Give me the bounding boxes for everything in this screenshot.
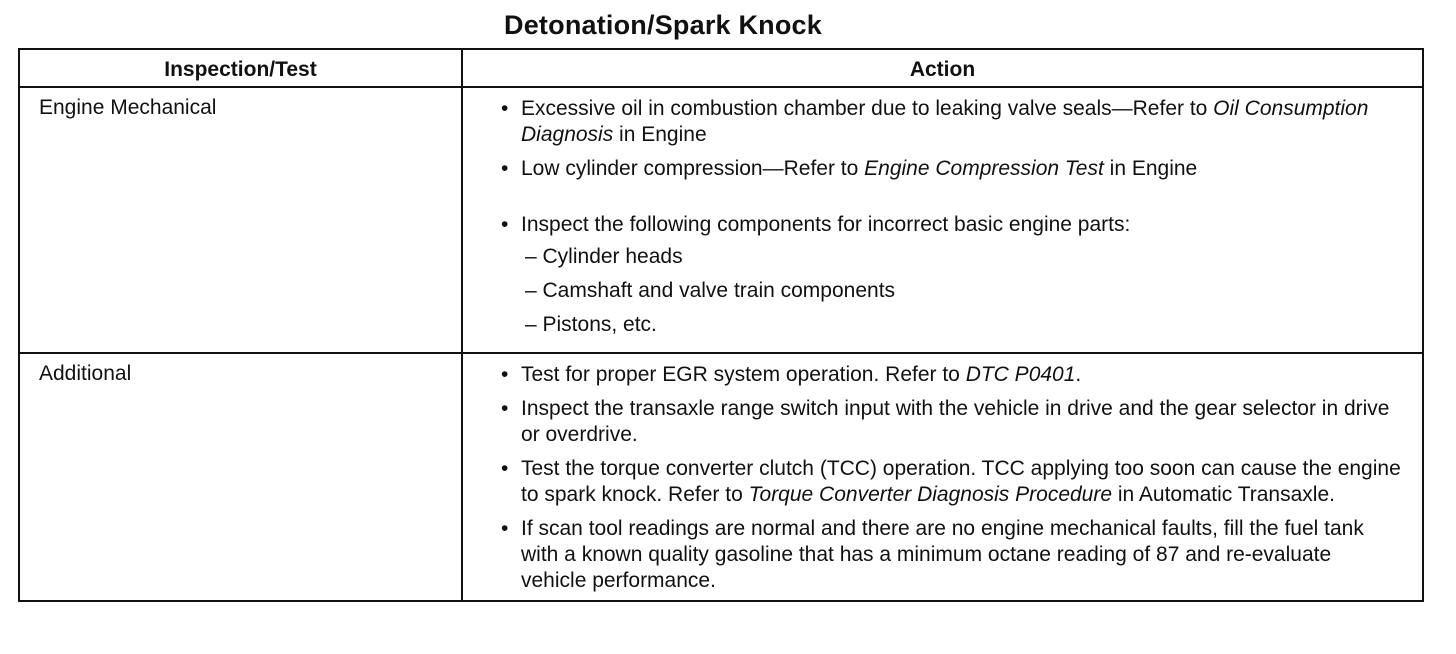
column-header-action: Action — [462, 49, 1423, 87]
bullet-icon: • — [501, 517, 509, 540]
bullet-icon: • — [501, 157, 509, 180]
action-list — [463, 96, 1402, 338]
page-title: Detonation/Spark Knock — [504, 10, 822, 40]
action-item — [463, 96, 1402, 148]
inspection-cell: Additional — [19, 353, 462, 601]
bullet-icon: • — [501, 97, 509, 120]
action-item — [463, 456, 1402, 508]
action-text: Inspect the following components for incorrect basic engine parts: — [521, 213, 1131, 236]
reference-text: DTC P0401 — [965, 363, 1076, 386]
action-text-suffix: in Engine — [613, 123, 707, 146]
action-cell — [462, 87, 1423, 353]
action-cell — [462, 353, 1423, 601]
action-item — [463, 362, 1402, 388]
column-header-inspection: Inspection/Test — [19, 49, 462, 87]
reference-text: Torque Converter Diagnosis Procedure — [748, 483, 1113, 506]
action-item — [463, 396, 1402, 448]
action-item — [463, 212, 1402, 338]
component-item: – Cylinder heads — [525, 245, 683, 268]
diagnosis-table — [18, 48, 1424, 602]
action-text: Inspect the transaxle range switch input with the vehicle in drive and the gear selector in drive or overdrive. — [521, 397, 1390, 446]
action-item — [463, 516, 1402, 594]
inspection-cell: Engine Mechanical — [19, 87, 462, 353]
action-item — [463, 156, 1402, 182]
action-text: Low cylinder compression—Refer to — [521, 157, 865, 180]
action-text-suffix: in Automatic Transaxle. — [1112, 483, 1335, 506]
action-text-suffix: in Engine — [1103, 157, 1198, 180]
component-item: – Pistons, etc. — [525, 313, 657, 336]
bullet-icon: • — [501, 213, 509, 236]
action-list — [463, 362, 1402, 594]
action-text-suffix: . — [1075, 363, 1082, 386]
action-text: Excessive oil in combustion chamber due to leaking valve seals—Refer to — [521, 97, 1214, 120]
component-list — [521, 244, 1402, 338]
bullet-icon: • — [501, 397, 509, 420]
bullet-icon: • — [501, 363, 509, 386]
table-row — [19, 353, 1423, 601]
reference-text: Engine Compression Test — [864, 157, 1104, 180]
action-text: If scan tool readings are normal and there are no engine mechanical faults, fill the fuel tank with a known quality gasoline that has a minimum octane reading of 87 and re-evaluate vehicle performance. — [521, 517, 1364, 592]
action-text: Test for proper EGR system operation. Refer to — [521, 363, 966, 386]
reference-text: Oil Consumption Diagnosis — [521, 97, 1369, 146]
component-item: – Camshaft and valve train components — [525, 279, 896, 302]
action-text: Test the torque converter clutch (TCC) operation. TCC applying too soon can cause the engine to spark knock. Refer to — [521, 457, 1401, 506]
table-row — [19, 87, 1423, 353]
table-header-row — [19, 49, 1423, 87]
bullet-icon: • — [501, 457, 509, 480]
